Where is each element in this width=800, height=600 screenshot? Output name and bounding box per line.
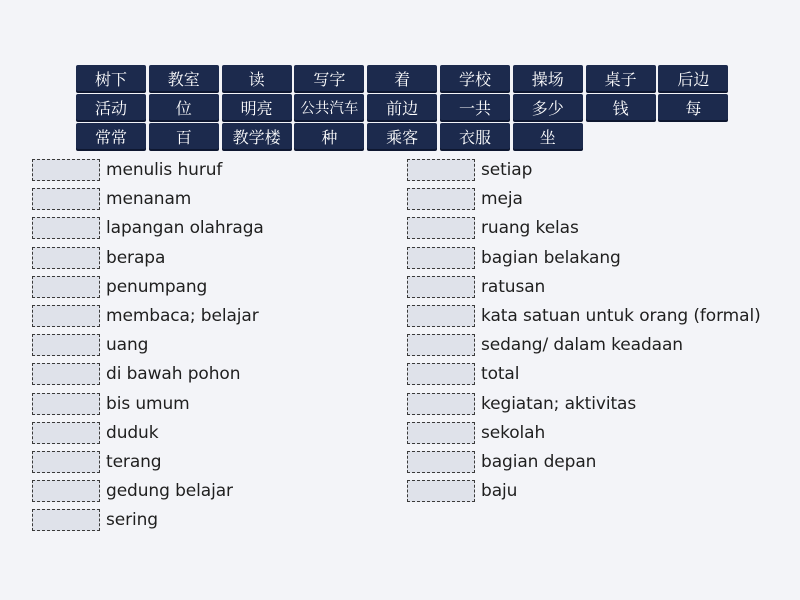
match-row (32, 333, 264, 357)
match-row (407, 275, 761, 299)
word-tile[interactable]: 明亮 (222, 94, 292, 120)
word-tile[interactable]: 钱 (586, 94, 656, 120)
right-match-column (407, 158, 761, 508)
answer-drop-slot[interactable] (32, 305, 100, 327)
answer-drop-slot[interactable] (32, 159, 100, 181)
answer-drop-slot[interactable] (407, 422, 475, 444)
left-match-column (32, 158, 264, 537)
word-tile[interactable]: 种 (294, 123, 364, 149)
word-tile[interactable]: 写字 (294, 65, 364, 91)
word-tile[interactable]: 公共汽车 (294, 94, 364, 120)
clue-text: ratusan (481, 276, 546, 297)
answer-drop-slot[interactable] (407, 159, 475, 181)
answer-drop-slot[interactable] (32, 247, 100, 269)
match-row (407, 421, 761, 445)
answer-drop-slot[interactable] (407, 305, 475, 327)
clue-text: bagian belakang (481, 247, 621, 268)
clue-text: kata satuan untuk orang (formal) (481, 305, 761, 326)
match-row (32, 187, 264, 211)
word-tile[interactable]: 前边 (367, 94, 437, 120)
answer-drop-slot[interactable] (32, 188, 100, 210)
match-row (32, 246, 264, 270)
answer-drop-slot[interactable] (32, 363, 100, 385)
answer-drop-slot[interactable] (32, 451, 100, 473)
word-tile[interactable]: 树下 (76, 65, 146, 91)
answer-drop-slot[interactable] (407, 393, 475, 415)
match-row (32, 304, 264, 328)
tile-row (76, 123, 736, 149)
match-row (407, 246, 761, 270)
answer-drop-slot[interactable] (32, 393, 100, 415)
match-row (32, 479, 264, 503)
match-row (32, 508, 264, 532)
word-tile[interactable]: 常常 (76, 123, 146, 149)
clue-text: baju (481, 481, 518, 502)
clue-text: sedang/ dalam keadaan (481, 335, 683, 356)
word-tile[interactable]: 教学楼 (222, 123, 292, 149)
answer-drop-slot[interactable] (32, 422, 100, 444)
clue-text: uang (106, 335, 149, 356)
word-tile[interactable]: 每 (658, 94, 728, 120)
clue-text: bis umum (106, 393, 190, 414)
clue-text: gedung belajar (106, 481, 233, 502)
clue-text: setiap (481, 160, 533, 180)
word-tile-bank (76, 65, 736, 152)
clue-text: lapangan olahraga (106, 218, 264, 239)
clue-text: total (481, 364, 520, 385)
clue-text: sekolah (481, 422, 546, 443)
clue-text: ruang kelas (481, 218, 579, 239)
answer-drop-slot[interactable] (407, 217, 475, 239)
answer-drop-slot[interactable] (32, 334, 100, 356)
word-tile[interactable]: 着 (367, 65, 437, 91)
answer-drop-slot[interactable] (407, 247, 475, 269)
tile-row (76, 94, 736, 120)
tile-row (76, 65, 736, 91)
answer-drop-slot[interactable] (407, 334, 475, 356)
clue-text: di bawah pohon (106, 364, 241, 385)
match-row (407, 450, 761, 474)
match-row (407, 158, 761, 182)
match-row (32, 362, 264, 386)
match-row (407, 304, 761, 328)
word-tile[interactable]: 坐 (513, 123, 583, 149)
word-tile[interactable]: 位 (149, 94, 219, 120)
answer-drop-slot[interactable] (407, 451, 475, 473)
clue-text: menanam (106, 189, 192, 210)
match-row (32, 158, 264, 182)
match-row (32, 216, 264, 240)
match-row (32, 421, 264, 445)
answer-drop-slot[interactable] (407, 276, 475, 298)
answer-drop-slot[interactable] (32, 509, 100, 531)
match-row (407, 216, 761, 240)
answer-drop-slot[interactable] (407, 480, 475, 502)
word-tile[interactable]: 学校 (440, 65, 510, 91)
word-tile[interactable]: 读 (222, 65, 292, 91)
clue-text: duduk (106, 422, 159, 443)
clue-text: kegiatan; aktivitas (481, 393, 637, 414)
word-tile[interactable]: 后边 (658, 65, 728, 91)
clue-text: bagian depan (481, 451, 597, 472)
answer-drop-slot[interactable] (32, 217, 100, 239)
clue-text: membaca; belajar (106, 305, 259, 326)
match-row (407, 333, 761, 357)
word-tile[interactable]: 操场 (513, 65, 583, 91)
word-tile[interactable]: 衣服 (440, 123, 510, 149)
word-tile[interactable]: 一共 (440, 94, 510, 120)
word-tile[interactable]: 乘客 (367, 123, 437, 149)
match-row (407, 479, 761, 503)
clue-text: terang (106, 451, 162, 472)
answer-drop-slot[interactable] (32, 480, 100, 502)
word-tile[interactable]: 活动 (76, 94, 146, 120)
word-tile[interactable]: 教室 (149, 65, 219, 91)
answer-drop-slot[interactable] (407, 363, 475, 385)
word-tile[interactable]: 百 (149, 123, 219, 149)
answer-drop-slot[interactable] (32, 276, 100, 298)
match-row (32, 450, 264, 474)
clue-text: sering (106, 510, 158, 531)
match-row (407, 392, 761, 416)
match-row (407, 187, 761, 211)
clue-text: penumpang (106, 276, 208, 297)
match-row (32, 275, 264, 299)
clue-text: meja (481, 189, 523, 210)
answer-drop-slot[interactable] (407, 188, 475, 210)
word-tile[interactable]: 多少 (513, 94, 583, 120)
clue-text: menulis huruf (106, 160, 223, 180)
clue-text: berapa (106, 247, 166, 268)
match-row (407, 362, 761, 386)
word-tile[interactable]: 桌子 (586, 65, 656, 91)
match-row (32, 392, 264, 416)
